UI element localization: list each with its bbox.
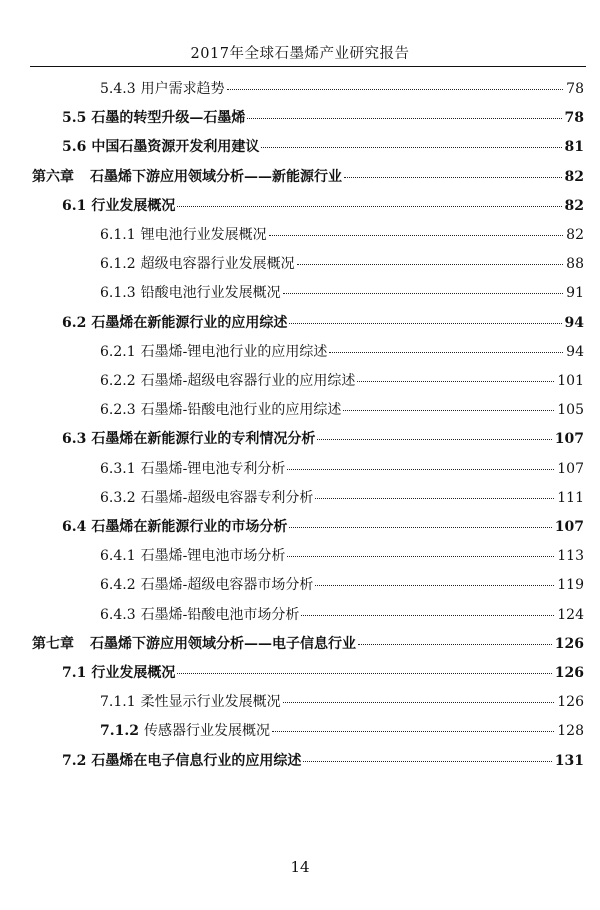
toc-entry-number: 7.1 [62,665,87,681]
toc-entry-page: 78 [566,81,584,97]
dot-leader [344,177,562,178]
toc-section-entry [62,428,584,448]
toc-entry-page: 107 [554,519,584,535]
toc-entry-page: 91 [566,285,584,302]
toc-entry-number: 第七章 [32,635,74,652]
toc-entry-title: 铅酸电池行业发展概况 [140,285,281,302]
dot-leader [315,498,554,499]
toc-entry-title: 石墨烯在电子信息行业的应用综述 [91,752,302,769]
toc-entry-number: 6.3.2 [100,489,136,506]
dot-leader [289,323,561,324]
toc-section-entry [62,136,584,156]
dot-leader [343,410,554,411]
toc-section-entry [62,312,584,332]
toc-entry-title: 石墨烯在新能源行业的应用综述 [91,314,288,331]
running-header: 2017年全球石墨烯产业研究报告 [190,46,410,62]
toc-entry-number: 7.2 [62,752,87,769]
dot-leader [289,527,551,528]
dot-leader [177,673,551,674]
toc-entry-page: 124 [557,606,584,623]
toc-entry-title: 石墨烯下游应用领域分析——新能源行业 [90,168,342,185]
toc-entry-number: 5.5 [62,110,87,127]
toc-entry-title: 锂电池行业发展概况 [140,227,267,243]
toc-entry-title: 传感器行业发展概况 [143,723,270,740]
toc-entry-title: 超级电容器行业发展概况 [140,256,295,273]
toc-entry-title: 石墨烯下游应用领域分析——电子信息行业 [90,635,356,652]
toc-subsection-entry [100,458,584,478]
toc-section-entry [62,750,584,770]
toc-entry-page: 94 [566,343,584,360]
toc-entry-title: 石墨烯-超级电容器专利分析 [140,489,314,506]
toc-entry-title: 石墨烯-锂电池市场分析 [140,548,286,565]
toc-entry-number: 6.1.2 [100,256,136,273]
toc-entry-number: 6.1 [62,197,87,214]
dot-leader [303,761,551,762]
toc-entry-page: 111 [557,489,584,506]
dot-leader [287,556,554,557]
dot-leader [247,118,561,119]
toc-entry-page: 113 [557,548,584,565]
toc-subsection-entry [100,720,584,740]
toc-subsection-entry [100,282,584,302]
toc-entry-page: 119 [557,577,584,594]
toc-entry-number: 6.3 [62,431,87,448]
toc-entry-number: 6.4.3 [100,606,136,623]
toc-entry-title: 行业发展概况 [91,665,176,681]
dot-leader [283,702,555,703]
toc-entry-number: 7.1.1 [100,694,136,711]
toc-entry-number: 6.4.1 [100,548,136,565]
toc-subsection-entry [100,691,584,711]
toc-entry-number: 5.4.3 [100,81,136,97]
dot-leader [287,469,554,470]
toc-entry-number: 第六章 [32,168,74,185]
toc-chapter-entry [32,166,584,186]
toc-entry-number: 6.2.2 [100,373,136,389]
toc-subsection-entry [100,399,584,419]
toc-entry-title: 行业发展概况 [91,197,176,214]
toc-entry-page: 81 [564,139,584,156]
toc-entry-page: 128 [557,723,584,740]
toc-section-entry [62,195,584,215]
toc-entry-page: 131 [554,752,584,769]
dot-leader [317,439,551,440]
toc-entry-title: 中国石墨资源开发利用建议 [91,139,260,156]
toc-entry-number: 6.2.3 [100,402,136,419]
dot-leader [227,89,564,90]
toc-subsection-entry [100,574,584,594]
toc-entry-page: 94 [564,314,584,331]
toc-entry-title: 石墨烯-超级电容器行业的应用综述 [140,373,356,389]
toc-entry-page: 78 [564,110,584,127]
dot-leader [297,264,564,265]
toc-entry-title: 用户需求趋势 [140,81,225,97]
toc-entry-page: 107 [554,431,584,448]
toc-entry-number: 6.4 [62,519,87,535]
dot-leader [315,585,554,586]
header-rule [30,66,586,67]
toc-entry-title: 石墨烯-锂电池专利分析 [140,460,286,477]
toc-subsection-entry [100,487,584,507]
toc-entry-page: 82 [564,197,584,214]
toc-section-entry [62,107,584,127]
toc-entry-title: 柔性显示行业发展概况 [140,694,281,711]
toc-entry-page: 82 [564,168,584,185]
toc-chapter-entry [32,633,584,653]
toc-entry-number: 6.1.3 [100,285,136,302]
toc-entry-page: 126 [554,635,584,652]
toc-section-entry [62,662,584,682]
toc-entry-page: 126 [554,665,584,681]
toc-subsection-entry [100,341,584,361]
toc-subsection-entry [100,545,584,565]
dot-leader [261,147,561,148]
dot-leader [357,381,554,382]
toc-entry-title: 石墨烯-铅酸电池行业的应用综述 [140,402,342,419]
toc-entry-page: 105 [557,402,584,419]
toc-entry-number: 6.1.1 [100,227,136,243]
toc-subsection-entry [100,224,584,244]
dot-leader [272,731,554,732]
toc-section-entry [62,516,584,536]
toc-entry-title: 石墨的转型升级—石墨烯 [91,110,246,127]
toc-entry-page: 107 [557,460,584,477]
toc-subsection-entry [100,370,584,390]
toc-subsection-entry [100,253,584,273]
toc-entry-number: 6.3.1 [100,460,136,477]
toc-entry-number: 6.2.1 [100,343,136,360]
toc-subsection-entry [100,604,584,624]
toc-entry-page: 82 [566,227,584,243]
dot-leader [283,293,564,294]
dot-leader [177,206,561,207]
dot-leader [301,615,554,616]
toc-entry-number: 7.1.2 [100,723,139,740]
toc-entry-title: 石墨烯-超级电容器市场分析 [140,577,314,594]
toc-entry-number: 5.6 [62,139,87,156]
toc-entry-number: 6.4.2 [100,577,136,594]
dot-leader [358,644,552,645]
toc-entry-title: 石墨烯在新能源行业的市场分析 [91,519,288,535]
toc-entry-title: 石墨烯在新能源行业的专利情况分析 [91,431,316,448]
dot-leader [269,235,564,236]
toc-entry-title: 石墨烯-锂电池行业的应用综述 [140,343,328,360]
toc-entry-number: 6.2 [62,314,87,331]
toc-subsection-entry [100,78,584,98]
toc-entry-page: 101 [557,373,584,389]
toc-entry-title: 石墨烯-铅酸电池市场分析 [140,606,300,623]
toc-entry-page: 88 [566,256,584,273]
toc-entry-page: 126 [557,694,584,711]
page-number: 14 [290,858,310,876]
dot-leader [329,352,563,353]
